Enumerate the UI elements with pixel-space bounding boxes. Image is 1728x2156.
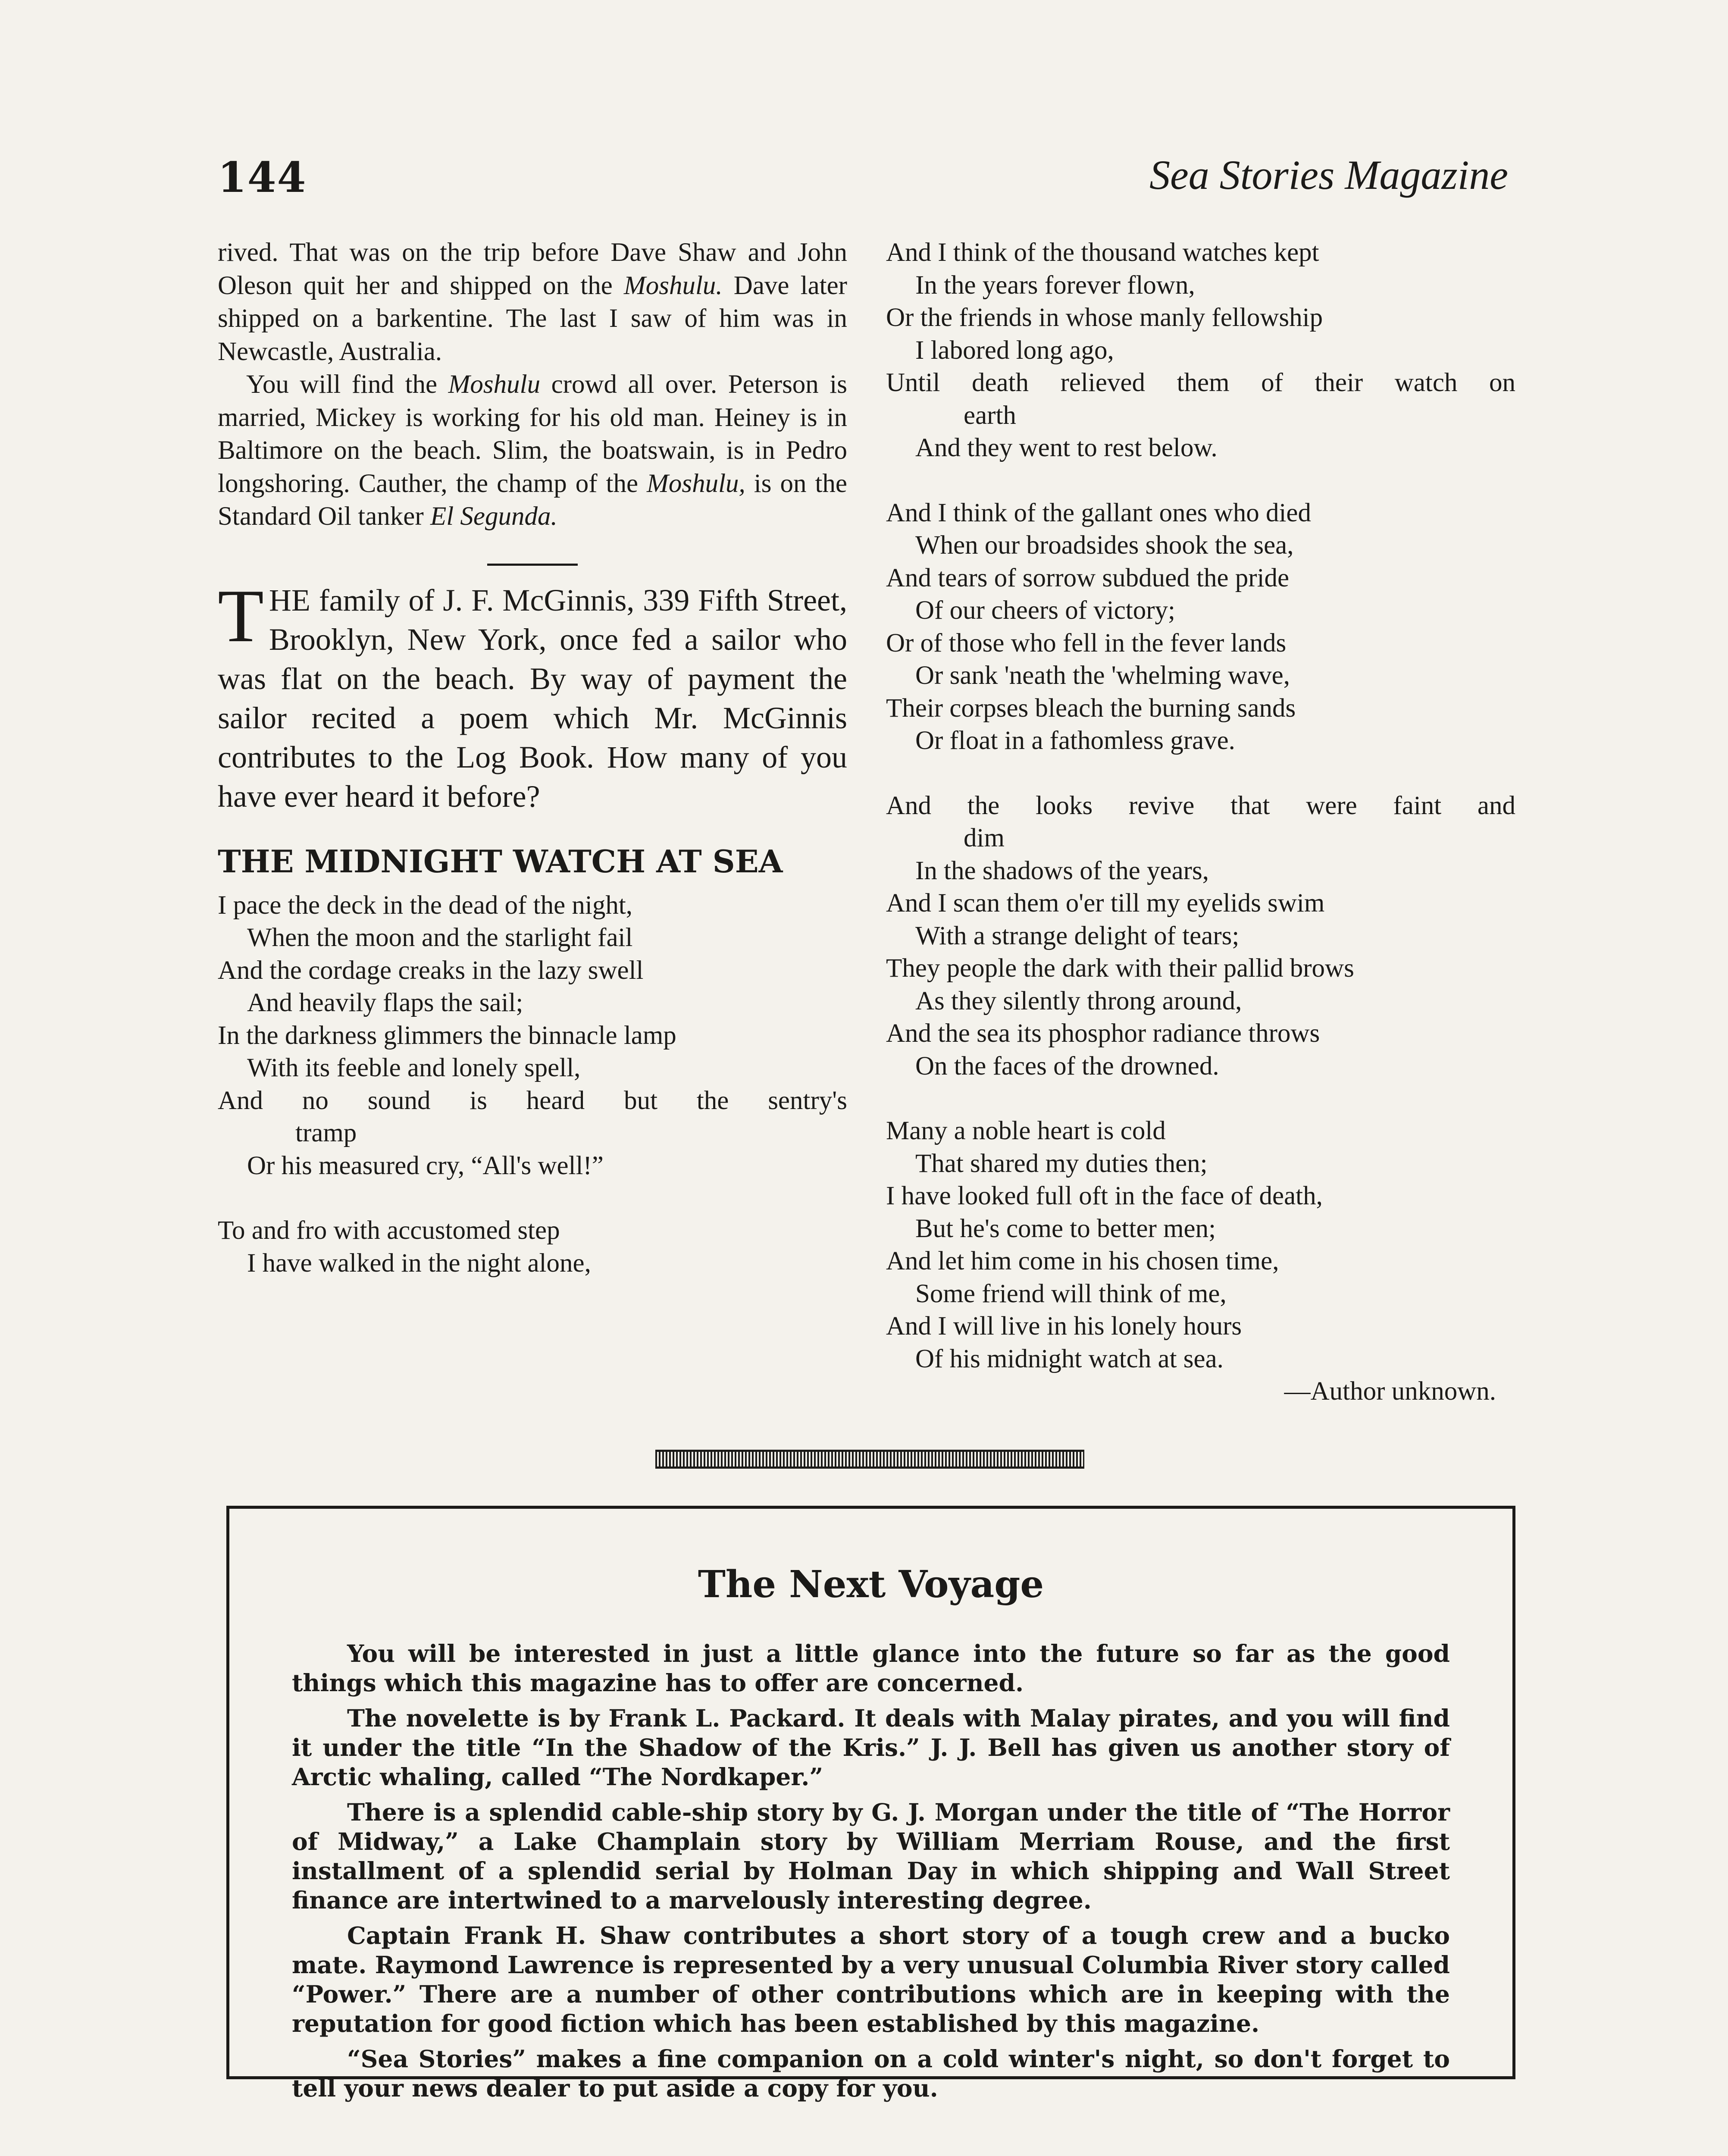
verse-line: And the cordage creaks in the lazy swell xyxy=(218,956,644,985)
verse-line: And no sound is heard but the sentry's xyxy=(218,1086,847,1115)
verse-line: earth xyxy=(964,401,1016,430)
prose-paragraph-2: You will find the Moshulu crowd all over. Peterson is married, Mickey is working for his old man. Heiney is in Baltimore on the beach. Slim, the boatswain, is in Pedro longshoring. Cauther, the champ of the Moshulu, is on the Standard Oil tanker El Segunda. xyxy=(218,370,847,531)
verse-line: Or the friends in whose manly fellowship xyxy=(886,303,1323,332)
stanza xyxy=(218,1214,847,1279)
log-book-prose xyxy=(218,236,847,533)
verse-line: And I think of the thousand watches kept xyxy=(886,238,1319,267)
verse-line: When our broadsides shook the sea, xyxy=(915,531,1294,560)
stanza xyxy=(886,790,1515,1083)
notice-paragraph: There is a splendid cable-ship story by G. J. Morgan under the title of “The Horror of Midway,” a Lake Champlain story by William Merriam Rouse, and the first installment of a splendid serial by Holman Day in which shipping and Wall Street finance are intertwined to a marvelously interesting degree. xyxy=(292,1798,1450,1914)
verse-line: tramp xyxy=(295,1119,357,1147)
verse-line: And tears of sorrow subdued the pride xyxy=(886,563,1290,592)
verse-line: As they silently throng around, xyxy=(915,986,1242,1015)
verse-line: And the looks revive that were faint and xyxy=(886,791,1515,820)
stanza xyxy=(886,236,1515,464)
verse-line: That shared my duties then; xyxy=(915,1149,1208,1178)
stanza xyxy=(886,1115,1515,1375)
verse-line: Their corpses bleach the burning sands xyxy=(886,693,1296,723)
verse-line: On the faces of the drowned. xyxy=(915,1051,1219,1081)
prose-paragraph-1: rived. That was on the trip before Dave Shaw and John Oleson quit her and shipped on the Moshulu. Dave later shipped on a barkentine. The last I saw of him was in Newcastle, Australia. xyxy=(218,238,847,366)
left-column xyxy=(218,236,847,1279)
notice-title: The Next Voyage xyxy=(698,1563,1044,1606)
verse-line: And let him come in his chosen time, xyxy=(886,1247,1279,1275)
verse-line: When the moon and the starlight fail xyxy=(247,923,633,952)
poem-attribution: —Author unknown. xyxy=(1284,1377,1496,1406)
notice-paragraph: “Sea Stories” makes a fine companion on a cold winter's night, so don't forget to tell your news dealer to put aside a copy for you. xyxy=(292,2045,1450,2102)
verse-line: With its feeble and lonely spell, xyxy=(247,1053,581,1082)
verse-line: Until death relieved them of their watch on xyxy=(886,368,1515,397)
verse-line: To and fro with accustomed step xyxy=(218,1216,560,1245)
verse-line: With a strange delight of tears; xyxy=(915,921,1240,950)
stanza xyxy=(886,497,1515,757)
running-head: Sea Stories Magazine xyxy=(1149,152,1508,198)
ship-name: Moshulu, xyxy=(647,469,745,498)
verse-line: Or his measured cry, “All's well!” xyxy=(247,1151,604,1180)
verse-line: Some friend will think of me, xyxy=(915,1279,1227,1308)
verse-line: Or sank 'neath the 'whelming wave, xyxy=(915,661,1290,690)
verse-line: Of his midnight watch at sea. xyxy=(915,1344,1224,1373)
verse-line: I have walked in the night alone, xyxy=(247,1248,591,1278)
verse-line: They people the dark with their pallid brows xyxy=(886,954,1354,983)
verse-line: In the shadows of the years, xyxy=(915,856,1209,885)
verse-line: And they went to rest below. xyxy=(915,433,1218,462)
next-voyage-box xyxy=(226,1506,1515,2102)
verse-line: In the darkness glimmers the binnacle lamp xyxy=(218,1021,676,1050)
ship-name: Moshulu. xyxy=(623,271,723,300)
letter-paragraph: THE family of J. F. McGinnis, 339 Fifth Street, Brooklyn, New York, once fed a sailor who was flat on the beach. By way of payment the sailor recited a poem which Mr. McGinnis contributes to the Log Book. How many of you have ever heard it before? xyxy=(218,573,847,814)
verse-line: And the sea its phosphor radiance throws xyxy=(886,1019,1320,1048)
verse-line: And heavily flaps the sail; xyxy=(247,988,523,1017)
verse-line: Or of those who fell in the fever lands xyxy=(886,628,1287,658)
ship-name: Moshulu xyxy=(448,370,541,399)
ornamental-rule xyxy=(655,1450,1084,1469)
notice-paragraph: Captain Frank H. Shaw contributes a short story of a tough crew and a bucko mate. Raymond Lawrence is represented by a very unusual Columbia River story called “Power.” There are a number of other contributions which are in keeping with the reputation for good fiction which has been established by this magazine. xyxy=(292,1921,1450,2037)
verse-line: Or float in a fathomless grave. xyxy=(915,726,1235,755)
verse-line: Many a noble heart is cold xyxy=(886,1116,1166,1145)
verse-line: I labored long ago, xyxy=(915,335,1114,365)
verse-line: But he's come to better men; xyxy=(915,1214,1216,1243)
stanza xyxy=(218,889,847,1182)
verse-line: And I scan them o'er till my eyelids swim xyxy=(886,889,1325,918)
notice-paragraph: You will be interested in just a little glance into the future so far as the good things which this magazine has to offer are concerned. xyxy=(292,1639,1450,1697)
notice-paragraph: The novelette is by Frank L. Packard. It deals with Malay pirates, and you will find it under the title “In the Shadow of the Kris.” J. J. Bell has given us another story of Arctic whaling, called “The Nordkaper.” xyxy=(292,1704,1450,1791)
section-divider xyxy=(487,564,578,566)
verse-line: I pace the deck in the dead of the night, xyxy=(218,890,633,920)
page-number: 144 xyxy=(218,153,307,202)
verse-line: I have looked full oft in the face of death, xyxy=(886,1181,1323,1210)
right-column xyxy=(886,236,1515,1408)
notice-body xyxy=(292,1639,1450,2109)
verse-line: In the years forever flown, xyxy=(915,270,1195,300)
verse-line: And I will live in his lonely hours xyxy=(886,1312,1242,1341)
verse-line: Of our cheers of victory; xyxy=(915,596,1176,625)
tanker-name: El Segunda. xyxy=(430,502,557,531)
poem-title: THE MIDNIGHT WATCH AT SEA xyxy=(218,843,783,880)
poem-verse-right xyxy=(886,236,1515,1408)
verse-line: dim xyxy=(964,824,1005,852)
verse-line: And I think of the gallant ones who died xyxy=(886,498,1311,527)
poem-verse-left xyxy=(218,889,847,1280)
drop-cap: T xyxy=(218,573,264,658)
